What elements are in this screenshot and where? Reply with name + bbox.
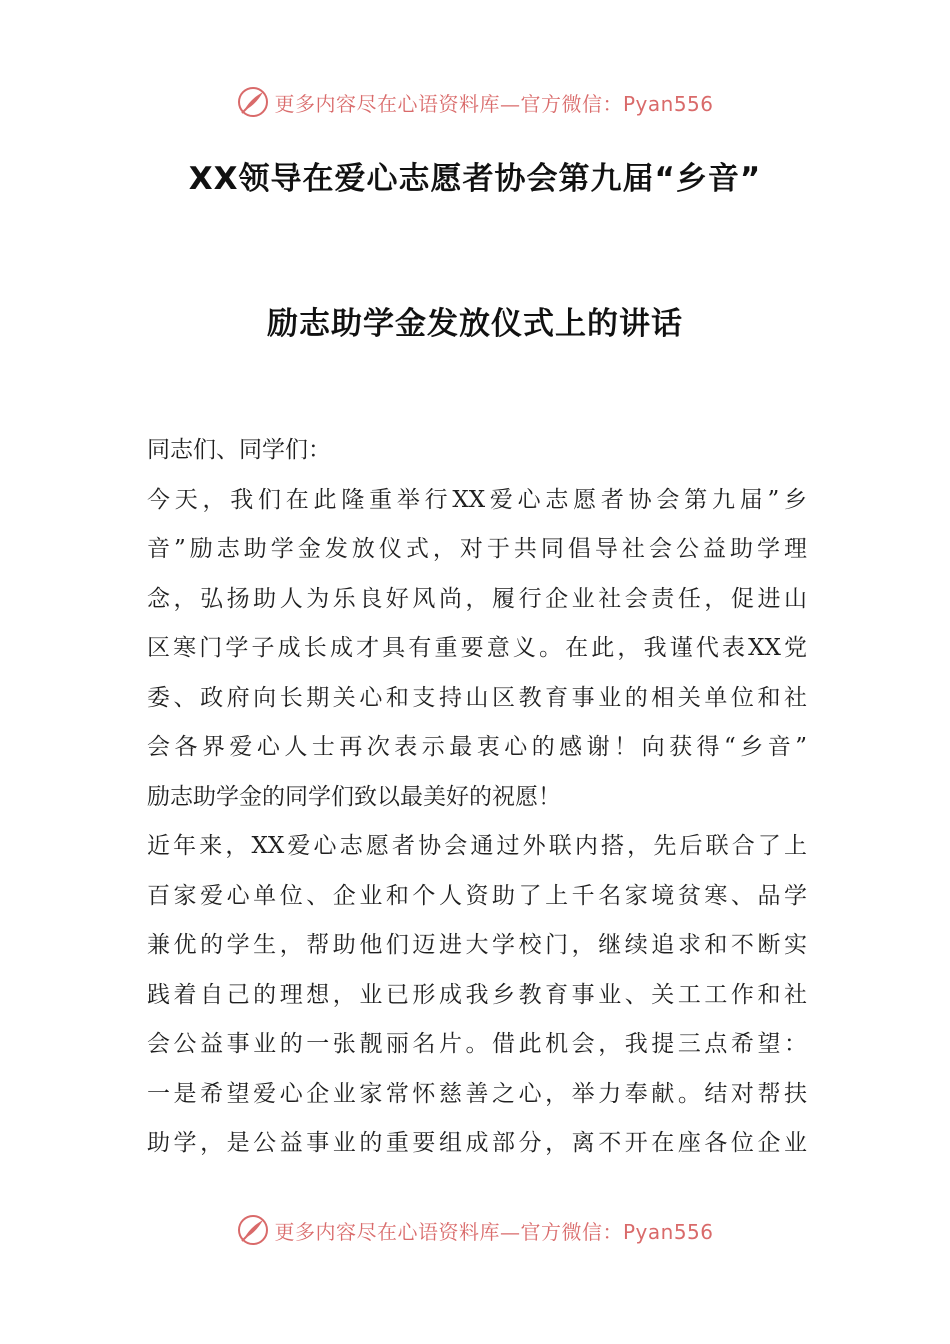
text-line: 委、政府向长期关心和支持山区教育事业的相关单位和社 — [147, 684, 807, 711]
document-title-line-2: 励志助学金发放仪式上的讲话 — [267, 306, 683, 342]
text-line: 践着自己的理想，业已形成我乡教育事业、关工工作和社 — [147, 981, 807, 1008]
text-line: 助学，是公益事业的重要组成部分，离不开在座各位企业 — [147, 1130, 807, 1156]
text-line: 同志们、同学们： — [147, 437, 331, 463]
banner-text: 更多内容尽在心语资料库—官方微信：Pyan556 — [274, 91, 714, 116]
text-line: 一是希望爱心企业家常怀慈善之心，举力奉献。结对帮扶 — [147, 1080, 807, 1107]
text-line: 今天，我们在此隆重举行XX爱心志愿者协会第九届”乡 — [147, 486, 807, 513]
text-line: 兼优的学生，帮助他们迈进大学校门，继续追求和不断实 — [147, 932, 807, 958]
text-line: 会各界爱心人士再次表示最衷心的感谢！向获得“乡音” — [147, 734, 807, 760]
text-line: 音”励志助学金发放仪式，对于共同倡导社会公益助学理 — [147, 536, 807, 562]
banner-text: 更多内容尽在心语资料库—官方微信：Pyan556 — [274, 1219, 714, 1244]
text-line: 近年来，XX爱心志愿者协会通过外联内搭，先后联合了上 — [147, 833, 807, 859]
text-line: 会公益事业的一张靓丽名片。借此机会，我提三点希望： — [147, 1031, 807, 1057]
text-line: 念，弘扬助人为乐良好风尚，履行企业社会责任，促进山 — [147, 585, 807, 612]
text-line: 励志助学金的同学们致以最美好的祝愿！ — [147, 783, 561, 810]
text-line: 区寒门学子成长成才具有重要意义。在此，我谨代表XX党 — [147, 635, 807, 661]
document-title-line-1: XX领导在爱心志愿者协会第九届“乡音” — [188, 161, 762, 197]
text-line: 百家爱心单位、企业和个人资助了上千名家境贫寒、品学 — [147, 882, 807, 909]
wechat-id: Pyan556 — [622, 1219, 714, 1244]
footer-watermark-banner — [0, 1208, 950, 1252]
quill-pen-icon — [236, 85, 270, 119]
quill-pen-icon — [236, 1213, 270, 1247]
wechat-id: Pyan556 — [622, 91, 714, 116]
speech-body — [147, 430, 807, 1173]
header-watermark-banner — [0, 80, 950, 124]
